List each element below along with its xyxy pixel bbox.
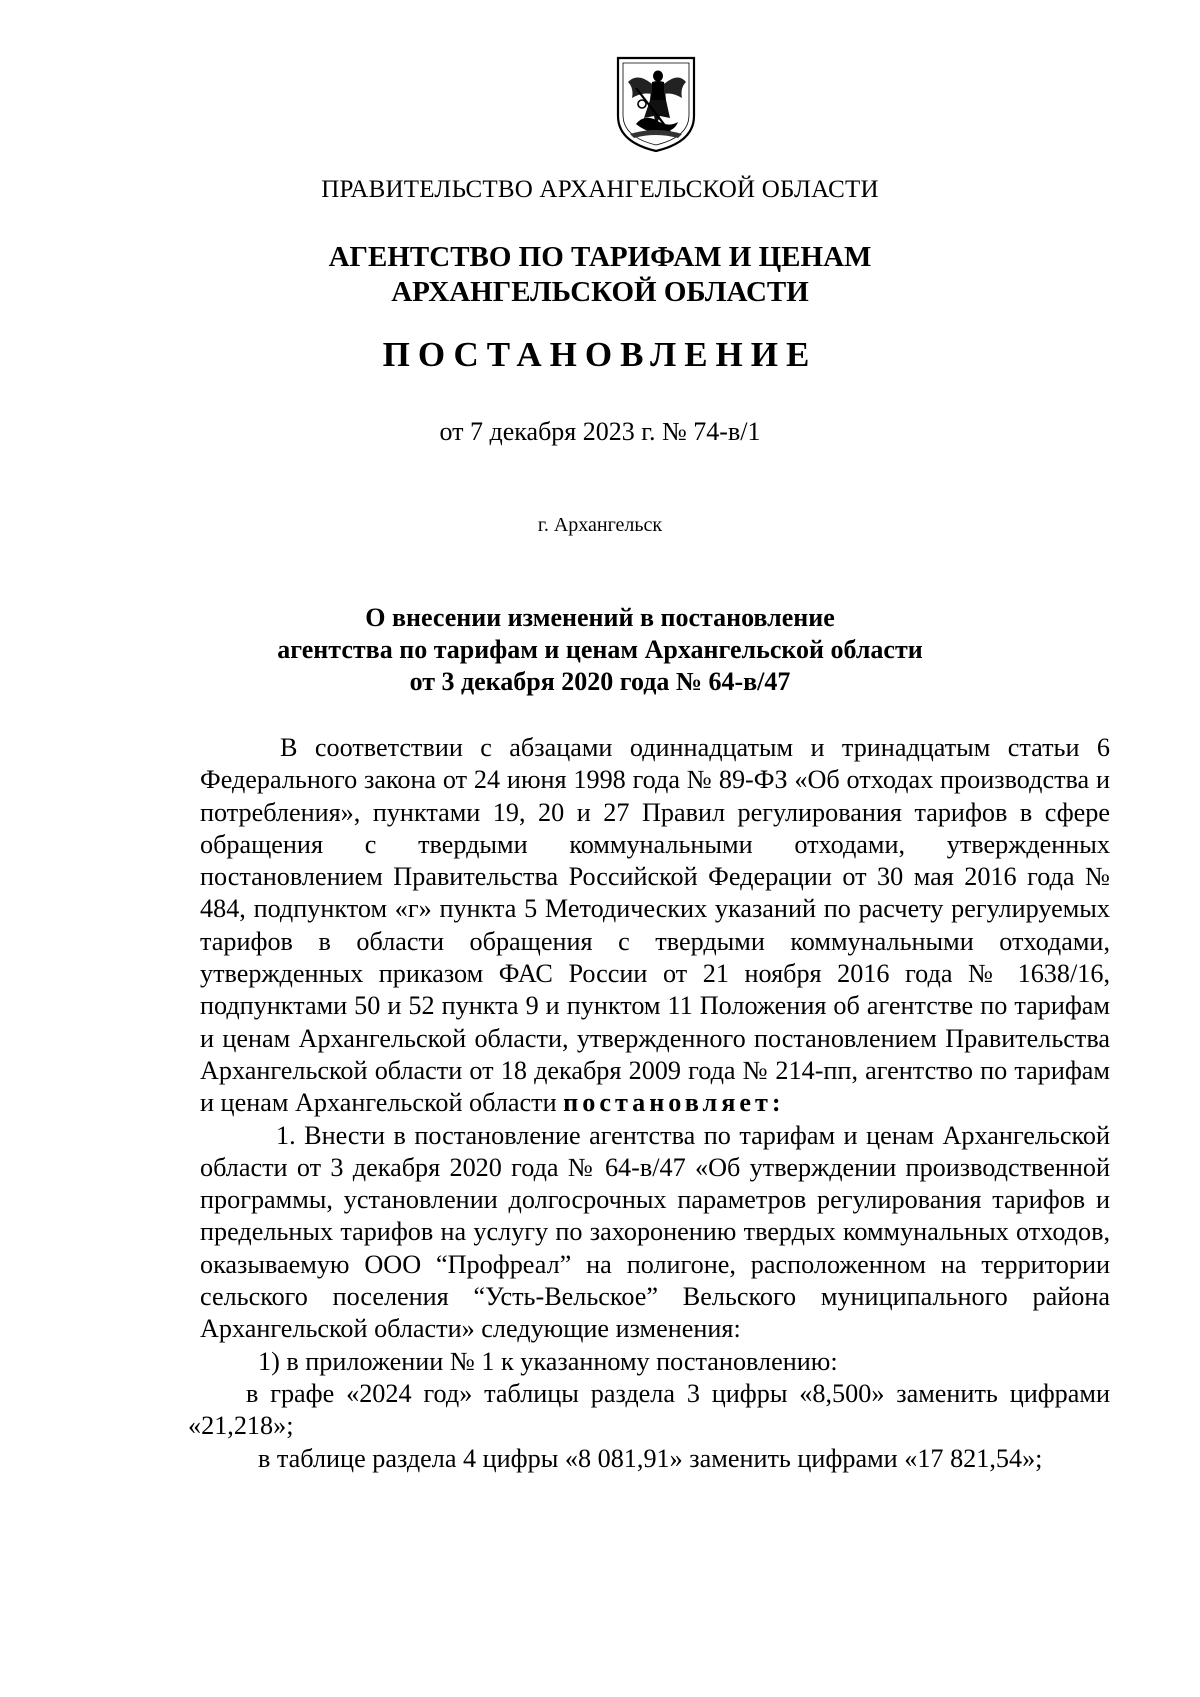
agency-name-line2: АРХАНГЕЛЬСКОЙ ОБЛАСТИ: [391, 276, 809, 308]
document-city: г. Архангельск: [537, 514, 663, 536]
subitem-1a-paragraph: в графе «2024 год» таблицы раздела 3 цифры «8,500» заменить цифрами «21,218»;: [188, 1378, 1110, 1441]
preamble-text: В соответствии с абзацами одиннадцатым и тринадцатым статьи 6 Федерального закона от 24 июня 1998 года № 89-ФЗ «Об отходах производства и потребления», пунктами 19, 20 и 27 Правил регулирования тарифов в сфере обращения с твердыми коммунальными отходами, утвержденных постановлением Правительства Российской Федерации от 30 мая 2016 года № 484, подпунктом «г» пункта 5 Методических указаний по расчету регулируемых тарифов в области обращения с твердыми коммунальными отходами, утвержденных приказом ФАС России от 21 ноября 2016 года № 1638/16, подпунктами 50 и 52 пункта 9 и пунктом 11 Положения об агентстве по тарифам и ценам Архангельской области, утвержденного постановлением Правительства Архангельской области от 18 декабря 2009 года № 214-пп, агентство по тарифам и ценам Архангельской области: [200, 733, 1110, 1118]
document-body: [188, 732, 1110, 1475]
government-name: ПРАВИТЕЛЬСТВО АРХАНГЕЛЬСКОЙ ОБЛАСТИ: [321, 176, 879, 203]
subject-line3: от 3 декабря 2020 года № 64-в/47: [409, 667, 791, 696]
preamble-paragraph: [200, 732, 1110, 1120]
item-1-paragraph: 1. Внести в постановление агентства по тарифам и ценам Архангельской области от 3 декабря 2020 года № 64-в/47 «Об утверждении производственной программы, установлении долгосрочных параметров регулирования тарифов и предельных тарифов на услугу по захоронению твердых коммунальных отходов, оказываемую ООО “Профреал” на полигоне, расположенном на территории сельского поселения “Усть-Вельское” Вельского муниципального района Архангельской области» следующие изменения:: [200, 1120, 1110, 1344]
agency-name-line1: АГЕНТСТВО ПО ТАРИФАМ И ЦЕНАМ: [328, 241, 872, 273]
document-date-number: от 7 декабря 2023 г. № 74-в/1: [439, 417, 761, 446]
resolves-word: постановляет:: [563, 1088, 785, 1118]
subject-line2: агентства по тарифам и ценам Архангельской области: [277, 635, 923, 664]
coat-of-arms-icon: [612, 54, 700, 154]
document-subject: [0, 602, 1200, 698]
subitem-1-paragraph: 1) в приложении № 1 к указанному постановлению:: [258, 1346, 838, 1376]
agency-name: [0, 240, 1200, 310]
subitem-1b-paragraph: в таблице раздела 4 цифры «8 081,91» заменить цифрами «17 821,54»;: [258, 1443, 1043, 1473]
subject-line1: О внесении изменений в постановление: [365, 603, 835, 632]
document-type: ПОСТАНОВЛЕНИЕ: [382, 335, 818, 374]
